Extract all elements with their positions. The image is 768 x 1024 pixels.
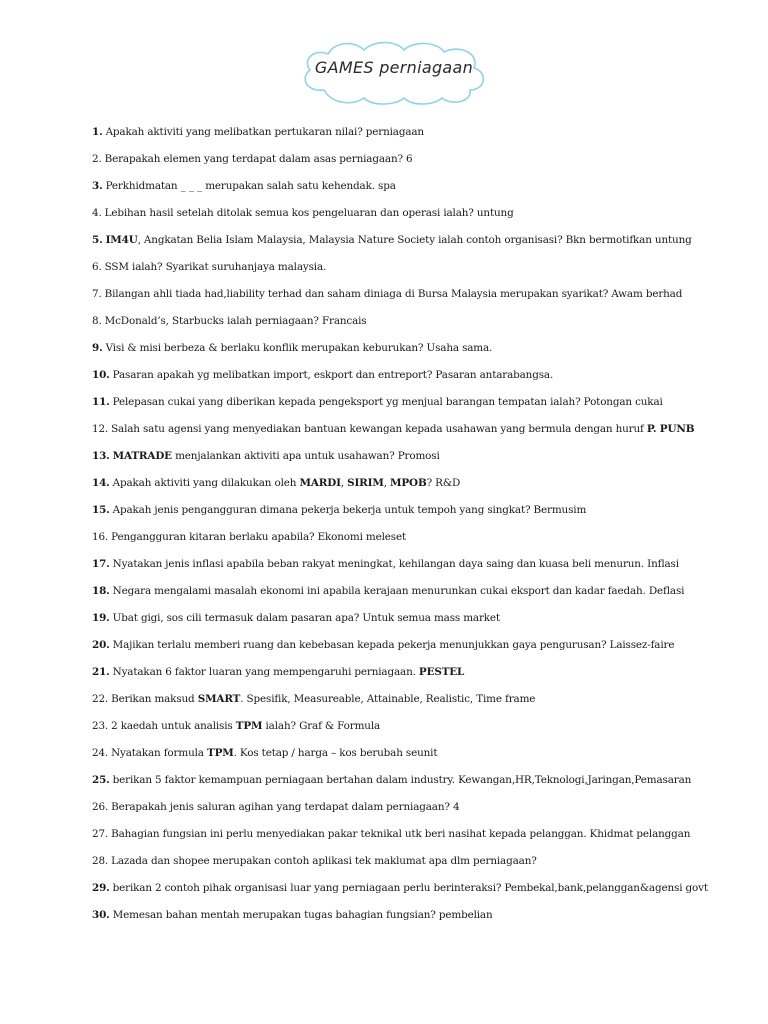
- question-number: 23.: [92, 720, 109, 732]
- question-text: ialah? Graf & Formula: [262, 720, 381, 732]
- question-number: 11.: [92, 396, 110, 408]
- question-number: 25.: [92, 774, 110, 786]
- question-item: [92, 501, 722, 528]
- question-item: [92, 825, 722, 852]
- question-text: Lazada dan shopee merupakan contoh aplikasi tek maklumat apa dlm perniagaan?: [111, 855, 537, 867]
- question-keyword: PESTEL: [418, 666, 465, 678]
- question-number: 26.: [92, 801, 109, 813]
- question-item: [92, 798, 722, 825]
- question-text: Pelepasan cukai yang diberikan kepada pengeksport yg menjual barangan tempatan ialah? Potongan cukai: [112, 396, 663, 408]
- question-text: Salah satu agensi yang menyediakan bantuan kewangan kepada usahawan yang bermula dengan huruf: [111, 423, 647, 435]
- question-number: 30.: [92, 909, 110, 921]
- question-item: [92, 771, 722, 798]
- question-text: Berapakah jenis saluran agihan yang terdapat dalam perniagaan? 4: [111, 801, 460, 813]
- question-number: 3.: [92, 180, 103, 192]
- question-number: 28.: [92, 855, 109, 867]
- question-text: Bilangan ahli tiada had,liability terhad dan saham diniaga di Bursa Malaysia merupakan syarikat? Awam berhad: [104, 288, 683, 300]
- question-text: Perkhidmatan _ _ _ merupakan salah satu kehendak. spa: [105, 180, 396, 192]
- question-number: 2.: [92, 153, 102, 165]
- question-item: [92, 447, 722, 474]
- question-item: [92, 339, 722, 366]
- question-text: Visi & misi berbeza & berlaku konflik merupakan keburukan? Usaha sama.: [105, 342, 493, 354]
- question-number: 12.: [92, 423, 109, 435]
- question-number: 9.: [92, 342, 103, 354]
- question-item: [92, 609, 722, 636]
- question-item: [92, 285, 722, 312]
- question-text: . Kos tetap / harga – kos berubah seunit: [233, 747, 438, 759]
- question-text: Berikan maksud: [111, 693, 198, 705]
- question-item: [92, 393, 722, 420]
- question-number: 18.: [92, 585, 110, 597]
- question-number: 15.: [92, 504, 110, 516]
- question-keyword: MPOB: [390, 477, 427, 489]
- question-number: 27.: [92, 828, 109, 840]
- question-number: 8.: [92, 315, 102, 327]
- question-text: Pengangguran kitaran berlaku apabila? Ekonomi meleset: [111, 531, 407, 543]
- question-item: [92, 528, 722, 555]
- question-item: [92, 420, 722, 447]
- question-text: . Spesifik, Measureable, Attainable, Realistic, Time frame: [240, 693, 536, 705]
- question-item: [92, 258, 722, 285]
- question-text: SSM ialah? Syarikat suruhanjaya malaysia.: [104, 261, 327, 273]
- question-number: 24.: [92, 747, 109, 759]
- question-text: ,: [340, 477, 348, 489]
- question-item: [92, 123, 722, 150]
- question-item: [92, 150, 722, 177]
- question-text: Ubat gigi, sos cili termasuk dalam pasaran apa? Untuk semua mass market: [112, 612, 500, 624]
- question-text: berikan 2 contoh pihak organisasi luar yang perniagaan perlu berinteraksi? Pembekal,bank,pelanggan&agensi govt: [112, 882, 708, 894]
- question-number: 1.: [92, 126, 103, 138]
- question-item: [92, 312, 722, 339]
- question-item: [92, 366, 722, 393]
- question-number: 5.: [92, 234, 103, 246]
- question-number: 13.: [92, 450, 110, 462]
- question-item: [92, 582, 722, 609]
- page-title: GAMES perniagaan: [314, 58, 474, 77]
- question-item: [92, 879, 722, 906]
- question-item: [92, 690, 722, 717]
- question-text: Nyatakan 6 faktor luaran yang mempengaruhi perniagaan.: [112, 666, 419, 678]
- question-text: Majikan terlalu memberi ruang dan kebebasan kepada pekerja menunjukkan gaya pengurusan? Laissez-faire: [112, 639, 675, 651]
- question-item: [92, 231, 722, 258]
- question-text: Pasaran apakah yg melibatkan import, eskport dan entreport? Pasaran antarabangsa.: [112, 369, 554, 381]
- question-keyword: MATRADE: [112, 450, 172, 462]
- question-text: Nyatakan formula: [111, 747, 207, 759]
- question-number: 14.: [92, 477, 110, 489]
- title-cloud: [296, 40, 492, 106]
- question-number: 17.: [92, 558, 110, 570]
- question-item: [92, 555, 722, 582]
- question-text: 2 kaedah untuk analisis: [111, 720, 236, 732]
- question-number: 21.: [92, 666, 110, 678]
- question-keyword: TPM: [206, 747, 234, 759]
- question-number: 16.: [92, 531, 109, 543]
- question-item: [92, 744, 722, 771]
- question-item: [92, 663, 722, 690]
- question-text: berikan 5 faktor kemampuan perniagaan bertahan dalam industry. Kewangan,HR,Teknologi,Jaringan,Pemasaran: [112, 774, 692, 786]
- question-item: [92, 852, 722, 879]
- question-keyword: SMART: [197, 693, 241, 705]
- question-text: Apakah aktiviti yang dilakukan oleh: [112, 477, 300, 489]
- question-text: Memesan bahan mentah merupakan tugas bahagian fungsian? pembelian: [112, 909, 493, 921]
- question-number: 10.: [92, 369, 110, 381]
- question-item: [92, 717, 722, 744]
- question-text: Berapakah elemen yang terdapat dalam asas perniagaan? 6: [104, 153, 413, 165]
- question-text: menjalankan aktiviti apa untuk usahawan? Promosi: [171, 450, 440, 462]
- question-item: [92, 474, 722, 501]
- question-text: ,: [383, 477, 391, 489]
- question-number: 7.: [92, 288, 102, 300]
- question-number: 20.: [92, 639, 110, 651]
- question-number: 29.: [92, 882, 110, 894]
- question-keyword: IM4U: [105, 234, 138, 246]
- question-item: [92, 204, 722, 231]
- question-item: [92, 906, 722, 933]
- question-item: [92, 177, 722, 204]
- question-text: Nyatakan jenis inflasi apabila beban rakyat meningkat, kehilangan daya saing dan kuasa beli menurun. Inflasi: [112, 558, 679, 570]
- question-number: 6.: [92, 261, 102, 273]
- question-number: 22.: [92, 693, 109, 705]
- question-keyword: MARDI: [299, 477, 341, 489]
- question-keyword: TPM: [235, 720, 263, 732]
- question-number: 4.: [92, 207, 102, 219]
- question-text: ? R&D: [426, 477, 461, 489]
- question-list: [92, 123, 722, 933]
- question-keyword: SIRIM: [347, 477, 384, 489]
- question-text: Apakah aktiviti yang melibatkan pertukaran nilai? perniagaan: [105, 126, 424, 138]
- question-text: Lebihan hasil setelah ditolak semua kos pengeluaran dan operasi ialah? untung: [104, 207, 514, 219]
- question-keyword: P. PUNB: [646, 423, 695, 435]
- question-text: , Angkatan Belia Islam Malaysia, Malaysia Nature Society ialah contoh organisasi? Bkn bermotifkan untung: [137, 234, 692, 246]
- question-text: Apakah jenis pengangguran dimana pekerja bekerja untuk tempoh yang singkat? Bermusim: [112, 504, 587, 516]
- question-text: Bahagian fungsian ini perlu menyediakan pakar teknikal utk beri nasihat kepada pelanggan. Khidmat pelanggan: [111, 828, 691, 840]
- question-text: Negara mengalami masalah ekonomi ini apabila kerajaan menurunkan cukai eksport dan kadar faedah. Deflasi: [112, 585, 685, 597]
- question-number: 19.: [92, 612, 110, 624]
- question-item: [92, 636, 722, 663]
- question-text: McDonald’s, Starbucks ialah perniagaan? Francais: [104, 315, 367, 327]
